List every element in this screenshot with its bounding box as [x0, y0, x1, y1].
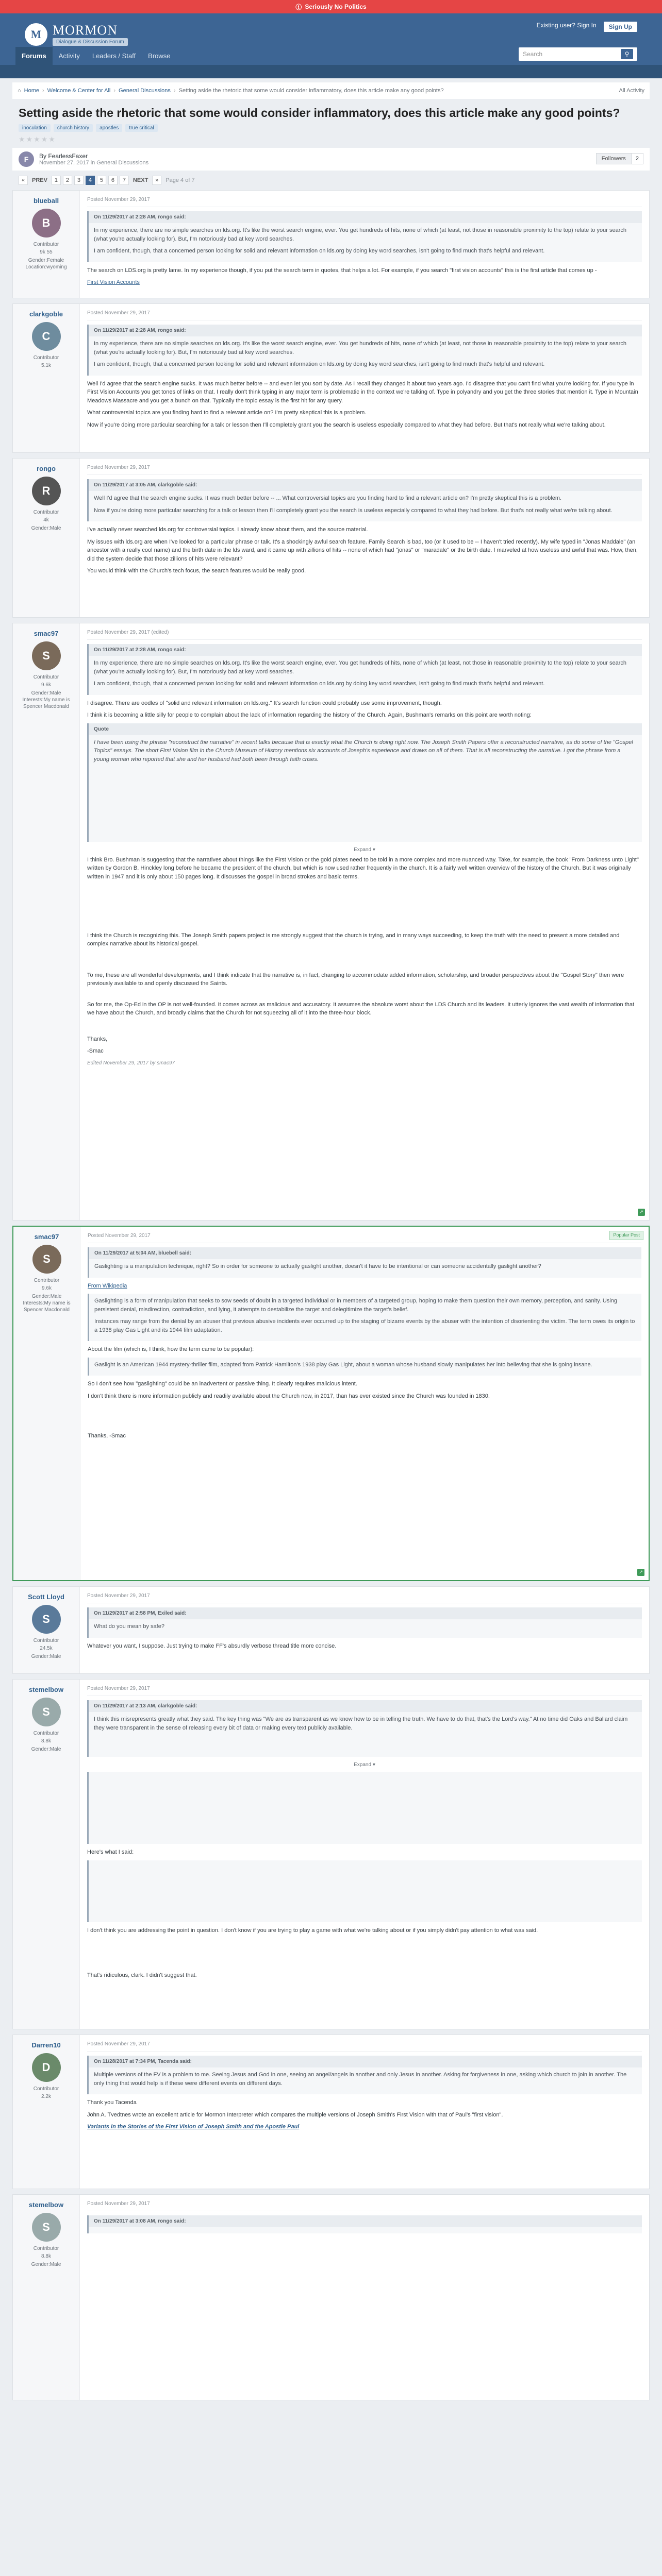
quote-header[interactable]: On 11/29/2017 at 5:04 AM, bluebell said:: [89, 1247, 641, 1259]
author-info: Gender:Female Location:wyoming: [25, 258, 67, 270]
post: [12, 1586, 650, 1674]
author-group: Contributor: [33, 355, 59, 361]
post-author: [13, 304, 80, 452]
post-body: [80, 623, 649, 1220]
page-link[interactable]: 6: [108, 176, 118, 185]
post-author: [13, 2195, 80, 2400]
post-date[interactable]: Posted November 29, 2017: [87, 1685, 642, 1696]
avatar[interactable]: S: [32, 641, 61, 670]
starter-meta: November 27, 2017 in General Discussions: [39, 160, 149, 166]
post-text: Thanks,: [87, 1036, 108, 1042]
quote-block: [88, 1294, 641, 1341]
nav-leaders[interactable]: Leaders / Staff: [92, 52, 136, 60]
starter-name[interactable]: By FearlessFaxer: [39, 152, 88, 160]
last-page-button[interactable]: »: [152, 176, 161, 185]
post-text: My issues with lds.org are when I've looked for a particular phrase or talk. It's a shockingly awful search feature. Family Search is bad, too (or it used to be -- I haven't tried recently). My wife typed in "Jonas Maddale" (an ancestor with a really cool name) and the birth date in the lds ward, and it came up with zillions of hits -- none of which had "jonas" or "maradale" or the birth date. I marveled at how useless and awful that was. How, then, did the system decide that those zillions of hits were relevant?: [87, 538, 638, 562]
quote-block: [87, 644, 642, 695]
post-text: To me, these are all wonderful developments, and I think indicate that the narrative is, in fact, changing to accommodate added information, scholarship, and broader perspectives about the "Gospel Story" then were previously available to and openly discussed the Saints.: [87, 972, 624, 987]
author-info: Gender:Male Interests:My name is Spencer Macdonald: [22, 690, 70, 709]
sign-up-button[interactable]: Sign Up: [604, 22, 637, 32]
quote-text: Well I'd agree that the search engine sucks. It was much better before -- ... What controversial topics are you finding hard to find a relevant article on? I'm pretty skeptical this is a problem.: [94, 495, 562, 501]
post: [12, 2194, 650, 2400]
post-count: 8.8k: [41, 1738, 51, 1744]
post-date[interactable]: Posted November 29, 2017: [87, 464, 642, 475]
post-date[interactable]: Posted November 29, 2017 (edited): [87, 629, 642, 640]
post-link[interactable]: First Vision Accounts: [87, 279, 140, 285]
post-body: [80, 191, 649, 298]
post-author: [13, 1227, 80, 1580]
author-group: Contributor: [33, 2246, 59, 2251]
author-group: Contributor: [33, 2086, 59, 2092]
post-body: [80, 304, 649, 452]
page-link[interactable]: 3: [74, 176, 84, 185]
quote-block: [87, 325, 642, 376]
post: [12, 1226, 650, 1581]
author-info: Gender:Male: [31, 526, 61, 531]
quote-text: I am confident, though, that a concerned person looking for solid and relevant information on lds.org by doing key word searches, isn't going to find much that's helpful and relevant.: [94, 361, 545, 367]
quote-text: In my experience, there are no simple searches on lds.org. It's like the worst search engine, ever. You get hundreds of hits, none of which (at least, not those in reasonable proximity to the top) relate to your search (what you're actually looking for). But, I'm notoriously bad at key word searches.: [94, 341, 627, 355]
author-name[interactable]: stemelbow: [28, 2201, 64, 2209]
quote-header[interactable]: On 11/29/2017 at 2:28 AM, rongo said:: [89, 211, 642, 223]
breadcrumb-section[interactable]: Welcome & Center for All: [47, 88, 111, 94]
search-input[interactable]: [519, 47, 637, 61]
quote-text: Now if you're doing more particular searching for a talk or lesson then I'll completely grant you the search is useless especially compared to what they had before. But that's not really what we're talking about.: [94, 507, 613, 514]
author-info: Gender:Male: [31, 1747, 61, 1752]
quote-block: [88, 1358, 641, 1376]
author-name[interactable]: blueball: [33, 197, 59, 205]
popular-post-badge: Popular Post: [609, 1231, 643, 1240]
post-date[interactable]: Posted November 29, 2017: [87, 2040, 642, 2052]
author-group: Contributor: [33, 242, 59, 247]
avatar[interactable]: S: [32, 1698, 61, 1726]
quote-text: I think this misrepresents greatly what they said. The key thing was "We are as transparent as we know how to be in telling the truth. We have to do that, that's the Lord's way." At no time did Oaks and Ballard claim they were transparent in the sense of releasing every bit of data or making every text publicly available.: [94, 1716, 628, 1731]
logo-name: MORMON: [53, 23, 118, 38]
quote-block: [87, 1607, 642, 1638]
tag[interactable]: church history: [54, 124, 93, 132]
main-nav: [15, 47, 177, 65]
follow-count: 2: [632, 153, 643, 164]
post-count: 5.1k: [41, 363, 51, 368]
quote-text: I have been using the phrase "reconstruct the narrative" in recent talks because that is exactly what the Church is doing right now. The Joseph Smith Papers offer a reconstructed narrative, as do some of the "Gospel Topics" essays. The short First Vision film in the Church Museum of History mentions six accounts of Joseph's experience and draws on all of them. That is all reconstructing the narrative. I got the phrase from a young woman who reported that she and her husband had both been through faith crises.: [94, 739, 633, 762]
post-author: [13, 1680, 80, 2029]
post-text: Here's what I said:: [87, 1849, 134, 1855]
search-placeholder: Search: [523, 50, 543, 58]
post-body: [80, 1587, 649, 1673]
page-link[interactable]: 7: [120, 176, 129, 185]
quote-block: [87, 723, 642, 842]
home-icon[interactable]: ⌂: [18, 88, 21, 94]
share-icon[interactable]: ↗: [637, 1569, 644, 1576]
post-body: [80, 459, 649, 617]
author-group: Contributor: [33, 674, 59, 680]
author-name[interactable]: rongo: [37, 465, 56, 472]
post-count: 9.6k: [41, 682, 51, 688]
page-link[interactable]: 2: [63, 176, 72, 185]
post-count: 8.8k: [41, 2253, 51, 2259]
author-name[interactable]: Scott Lloyd: [28, 1593, 64, 1601]
post-text: That's ridiculous, clark. I didn't suggest that.: [87, 1972, 197, 1978]
post-text: I think Bro. Bushman is suggesting that the narratives about things like the First Vision or the gold plates need to be told in a more complex and more nuanced way. Take, for example, the book "From Darkness unto Light" written by Gordon B. Hinckley long before he became the president of the church, but which is now used rather frequently in the church. It is a fairly well written overview of the history of the Church. But it was originally written in 1947 and it is only about 150 pages long. It discusses the gospel in broad strokes and basic terms.: [87, 856, 639, 880]
avatar[interactable]: F: [19, 151, 34, 167]
post-text: I don't think there is more information publicly and readily available about the Church now, in 2017, than has ever existed since the Church was founded in 1830.: [88, 1393, 490, 1399]
post-link[interactable]: From Wikipedia: [88, 1282, 127, 1289]
breadcrumb-forum[interactable]: General Discussions: [119, 88, 171, 94]
site-logo[interactable]: [25, 23, 128, 46]
sub-nav: [0, 65, 662, 78]
post: [12, 303, 650, 453]
post-count: 2.2k: [41, 2094, 51, 2099]
quote-header[interactable]: On 11/29/2017 at 3:08 AM, rongo said:: [89, 2215, 642, 2227]
topic-starter: [12, 148, 650, 171]
post-link[interactable]: Variants in the Stories of the First Vision of Joseph Smith and the Apostle Paul: [87, 2124, 300, 2130]
follow-label: Followers: [596, 153, 632, 164]
author-name[interactable]: Darren10: [31, 2041, 61, 2049]
prev-button[interactable]: PREV: [32, 177, 47, 183]
quote-block: [87, 2215, 642, 2233]
tag-list: [19, 124, 643, 132]
quote-text: I am confident, though, that a concerned person looking for solid and relevant information on lds.org by doing key word searches, isn't going to find much that's helpful and relevant.: [94, 681, 545, 687]
tag[interactable]: inoculation: [19, 124, 51, 132]
quote-header[interactable]: On 11/29/2017 at 2:28 AM, rongo said:: [89, 644, 642, 656]
post-text: So I don't see how "gaslighting" could be an inadvertent or passive thing. It clearly requires malicious intent.: [88, 1381, 357, 1387]
avatar[interactable]: S: [32, 1245, 61, 1274]
author-group: Contributor: [34, 1278, 60, 1283]
nav-activity[interactable]: Activity: [58, 52, 80, 60]
quote-header[interactable]: On 11/29/2017 at 3:05 AM, clarkgoble said:: [89, 479, 642, 491]
avatar[interactable]: B: [32, 209, 61, 238]
breadcrumb: ⌂ Home › Welcome & Center for All › General Discussions › Setting aside the rhetoric that some would consider inflammatory, does this article make any good points? All Activity: [12, 82, 650, 99]
quote-text: Gaslighting is a manipulation technique, right? So in order for someone to actually gaslight another, doesn't it have to be intentional or can someone accidentally gaslight another?: [94, 1263, 541, 1269]
announcement-text: Seriously No Politics: [305, 3, 367, 10]
follow-button[interactable]: [596, 153, 643, 164]
post-count: 9k 55: [40, 249, 53, 255]
post: [12, 190, 650, 298]
topic-rating[interactable]: ★★★★★: [19, 135, 56, 143]
post: [12, 623, 650, 1221]
edited-note: Edited November 29, 2017 by smac97: [87, 1060, 175, 1066]
logo-tagline: Dialogue & Discussion Forum: [53, 38, 128, 46]
author-name[interactable]: stemelbow: [28, 1686, 64, 1693]
breadcrumb-topic: Setting aside the rhetoric that some would consider inflammatory, does this article make any good points?: [178, 88, 444, 94]
post-date[interactable]: Posted November 29, 2017: [88, 1232, 641, 1243]
avatar[interactable]: S: [32, 2213, 61, 2242]
avatar[interactable]: C: [32, 322, 61, 351]
post-text: Thanks, -Smac: [88, 1432, 126, 1439]
quote-text: In my experience, there are no simple searches on lds.org. It's like the worst search engine, ever. You get hundreds of hits, none of which (at least, not those in reasonable proximity to the top) relate to your search (what you're actually looking for). But, I'm notoriously bad at key word searches.: [94, 660, 627, 675]
quote-header[interactable]: On 11/29/2017 at 2:58 PM, Exiled said:: [89, 1607, 642, 1619]
quote-block: [88, 1247, 641, 1278]
author-name[interactable]: smac97: [34, 630, 59, 637]
quote-block: [87, 1772, 642, 1844]
nav-browse[interactable]: Browse: [148, 52, 171, 60]
post-body: [80, 1227, 649, 1580]
post-text: Thank you Tacenda: [87, 2099, 137, 2106]
page-link-current[interactable]: 4: [86, 176, 95, 185]
quote-text: What do you mean by safe?: [94, 1623, 164, 1630]
post-text: Whatever you want, I suppose. Just trying to make FF's absurdly verbose thread title more concise.: [87, 1642, 337, 1649]
post-body: [80, 1680, 649, 2029]
post-text: -Smac: [87, 1048, 104, 1054]
author-info: Gender:Male Interests:My name is Spencer Macdonald: [23, 1294, 71, 1313]
quote-header: Quote: [89, 723, 642, 735]
post-text: The search on LDS.org is pretty lame. In my experience though, if you put the search term in quotes, that helps a lot. For example, if you search "first vision accounts" this is the first article that comes up -: [87, 267, 597, 274]
post-date[interactable]: Posted November 29, 2017: [87, 2200, 642, 2211]
info-icon: ⓘ: [295, 3, 302, 11]
announcement-bar: [0, 0, 662, 13]
page-link[interactable]: 5: [97, 176, 106, 185]
quote-block: [87, 1860, 642, 1922]
author-info: Gender:Male: [31, 1654, 61, 1659]
quote-text: Instances may range from the denial by an abuser that previous abusive incidents ever occurred up to the staging of bizarre events by the abuser with the intention of disorienting the victim. The term owes its origin to a 1938 play Gas Light and its 1944 film adaptation.: [94, 1318, 635, 1333]
quote-text: Gaslighting is a form of manipulation that seeks to sow seeds of doubt in a targeted individual or in members of a targeted group, hoping to make them question their own memory, perception, and sanity. Using persistent denial, misdirection, contradiction, and lying, it attempts to destabilize the target and delegitimize the target's belief.: [94, 1298, 617, 1313]
tag[interactable]: apostles: [96, 124, 122, 132]
post-date[interactable]: Posted November 29, 2017: [87, 1592, 642, 1603]
author-name[interactable]: smac97: [34, 1233, 59, 1241]
first-page-button[interactable]: «: [19, 176, 28, 185]
post: [12, 2035, 650, 2189]
nav-forums[interactable]: Forums: [15, 47, 53, 65]
post-body: [80, 2035, 649, 2189]
quote-text: Gaslight is an American 1944 mystery-thriller film, adapted from Patrick Hamilton's 1938 play Gas Light, about a woman whose husband slowly manipulates her into believing that she is going insane.: [94, 1361, 592, 1368]
quote-block: [87, 2056, 642, 2094]
author-group: Contributor: [33, 510, 59, 515]
post-author: [13, 1587, 80, 1673]
post-author: [13, 623, 80, 1220]
author-group: Contributor: [33, 1731, 59, 1736]
post: [12, 458, 650, 618]
post-text: I think the Church is recognizing this. The Joseph Smith papers project is me strongly suggest that the church is trying, and in many ways succeeding, to keep the truth with the need to present a more detailed and complex narrative about its historical gospel.: [87, 932, 620, 947]
post-text: About the film (which is, I think, how the term came to be popular):: [88, 1346, 254, 1352]
avatar[interactable]: R: [32, 477, 61, 505]
search-icon[interactable]: ⚲: [621, 49, 633, 59]
post-date[interactable]: Posted November 29, 2017: [87, 309, 642, 320]
post-text: I disagree. There are oodles of "solid and relevant information on lds.org." It's search function could probably use some improvement, though.: [87, 700, 442, 706]
expand-button[interactable]: Expand ▾: [354, 846, 375, 853]
quote-text: In my experience, there are no simple searches on lds.org. It's like the worst search engine, ever. You get hundreds of hits, none of which (at least, not those in reasonable proximity to the top) relate to your search (what you're actually looking for). But, I'm notoriously bad at key word searches.: [94, 227, 627, 242]
post-text: Well I'd agree that the search engine sucks. It was much better before -- and even let you sort by date. As I recall they changed it about two years ago. I'd disagree that you can't find what you're looking for. If you type in First Vision Accounts you get tones of links on that. I really don't think typing in any major term is problematic in the context we're talking of. Type in polyandry and you get the three stories that mention it. Type in Mountain Meadows Massacre and you get a bunch on that. Typically the topic essay is the first hit for any query.: [87, 380, 638, 404]
quote-block: [87, 1700, 642, 1757]
post-date[interactable]: Posted November 29, 2017: [87, 196, 642, 207]
quote-header[interactable]: On 11/28/2017 at 7:34 PM, Tacenda said:: [89, 2056, 642, 2067]
post-author: [13, 191, 80, 298]
author-name[interactable]: clarkgoble: [29, 310, 63, 318]
post-count: 4k: [43, 517, 49, 523]
post-text: I don't think you are addressing the point in question. I don't know if you are trying to play a game with what we're talking about or if you simply didn't pay attention to what was said.: [87, 1927, 538, 1934]
post-body: [80, 2195, 649, 2400]
quote-header[interactable]: On 11/29/2017 at 2:28 AM, rongo said:: [89, 325, 642, 336]
page-link[interactable]: 1: [52, 176, 61, 185]
quote-text: Multiple versions of the FV is a problem to me. Seeing Jesus and God in one, seeing an angel/angels in another and only Jesus in another. Asking for forgiveness in one, asking which church to join in another. The only thing that would help is if these were different events on different days.: [94, 2072, 627, 2087]
breadcrumb-home[interactable]: Home: [24, 88, 39, 94]
tag[interactable]: true critical: [125, 124, 157, 132]
post-text: You would think with the Church's tech focus, the search features would be really good.: [87, 568, 306, 574]
post: [12, 1679, 650, 2029]
post-text: Now if you're doing more particular searching for a talk or lesson then I'll completely grant you the search is useless especially compared to what they had before. But that's not really what we're talking about.: [87, 421, 606, 428]
sign-in-link[interactable]: Existing user? Sign In: [536, 22, 597, 29]
topic-page: [12, 106, 650, 2400]
quote-block: [87, 479, 642, 521]
logo-mark: M: [25, 23, 47, 46]
quote-block: [87, 211, 642, 262]
post-text: What controversial topics are you finding hard to find a relevant article on? I'm pretty skeptical this is a problem.: [87, 410, 367, 416]
next-button[interactable]: NEXT: [133, 177, 148, 183]
all-activity-link[interactable]: All Activity: [619, 88, 644, 94]
quote-header[interactable]: On 11/29/2017 at 2:13 AM, clarkgoble said:: [89, 1700, 642, 1712]
post-text: I've actually never searched lds.org for controversial topics. I already know about them, and the source material.: [87, 527, 368, 533]
author-group: Contributor: [33, 1638, 59, 1643]
post-author: [13, 2035, 80, 2189]
pagination: [19, 176, 643, 185]
author-info: Gender:Male: [31, 2262, 61, 2267]
post-author: [13, 459, 80, 617]
post-text: John A. Tvedtnes wrote an excellent article for Mormon Interpreter which compares the multiple versions of Joseph Smith's First Vision with that of Paul's "first vision".: [87, 2111, 503, 2118]
post-text: I think it is becoming a little silly for people to complain about the lack of information regarding the history of the Church. Again, Bushman's remarks on this point are worth noting:: [87, 712, 532, 718]
page-indicator[interactable]: Page 4 of 7: [166, 177, 195, 183]
quote-text: I am confident, though, that a concerned person looking for solid and relevant information on lds.org by doing key word searches, isn't going to find much that's helpful and relevant.: [94, 248, 545, 254]
avatar[interactable]: D: [32, 2053, 61, 2082]
user-links: [537, 22, 637, 32]
post-count: 24.5k: [40, 1646, 53, 1651]
share-icon[interactable]: ↗: [638, 1209, 645, 1216]
site-header: [0, 13, 662, 65]
post-count: 9.6k: [42, 1285, 52, 1291]
topic-title: Setting aside the rhetoric that some would consider inflammatory, does this article make any good points?: [19, 106, 620, 120]
post-text: So for me, the Op-Ed in the OP is not well-founded. It comes across as malicious and accusatory. It assumes the absolute worst about the LDS Church and its leaders. It utterly ignores the vast wealth of information that we have about the Church, and broadly claims that the Church for not squeezing all of it into the three-hour block.: [87, 1001, 635, 1016]
expand-button[interactable]: Expand ▾: [354, 1762, 375, 1768]
avatar[interactable]: S: [32, 1605, 61, 1634]
